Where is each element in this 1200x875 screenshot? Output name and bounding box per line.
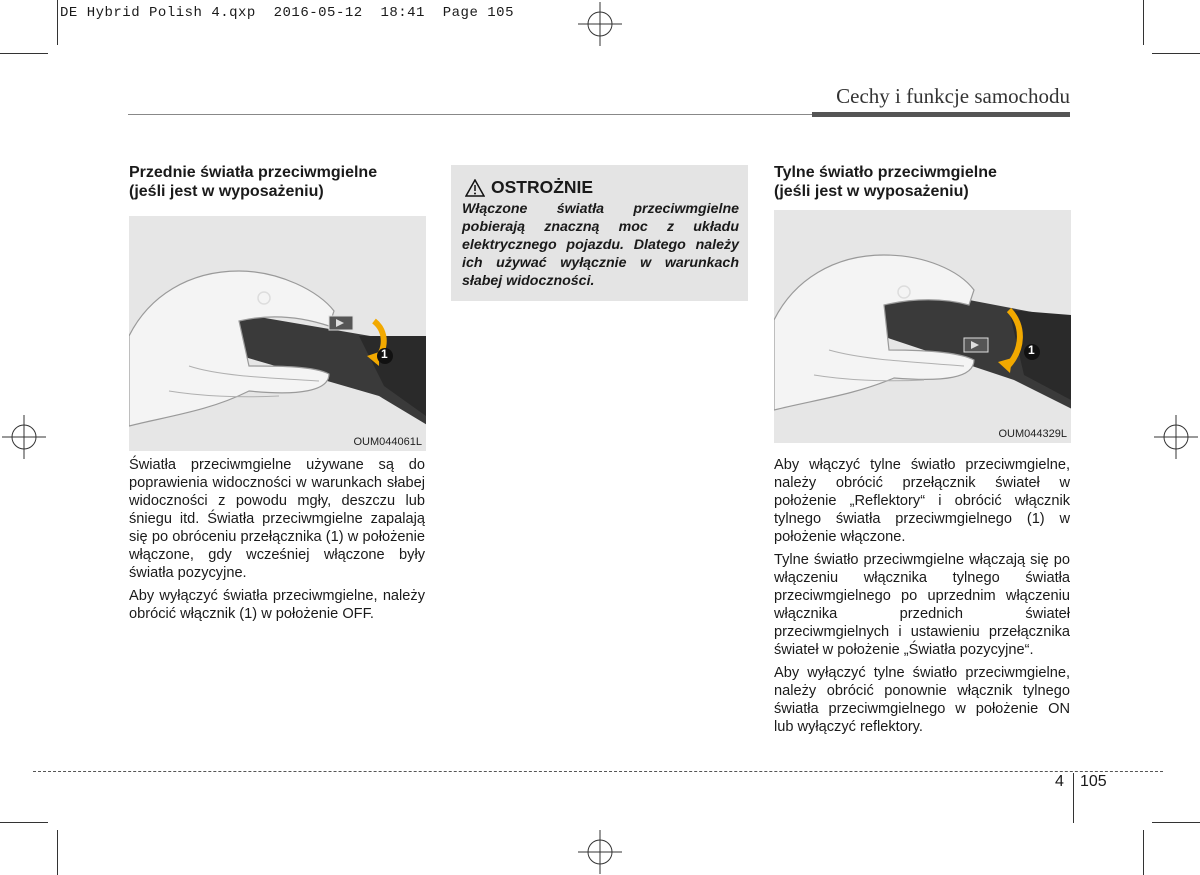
caution-title-row: [465, 177, 593, 198]
right-heading: [774, 163, 1074, 201]
caution-title: OSTROŻNIE: [491, 177, 594, 197]
crop-mark: [1143, 0, 1144, 45]
crop-mark: [1152, 822, 1200, 823]
left-heading-line1: Przednie światła przeciwmgielne: [129, 164, 378, 181]
right-paragraph: Aby wyłączyć tylne światło przeciwmgielne, należy obrócić ponownie włącznik tylnego światła przeciwmgielnego w położenie ON lub wyłączyć reflektory.: [774, 665, 1070, 735]
registration-mark-bottom: [578, 830, 622, 874]
section-title: Cechy i funkcje samochodu: [836, 84, 1070, 108]
page-number: 105: [1080, 773, 1107, 790]
print-slug: DE Hybrid Polish 4.qxp 2016-05-12 18:41 Page 105: [60, 5, 514, 21]
hand-stalk-drawing: [129, 216, 426, 451]
crop-mark: [1152, 53, 1200, 54]
right-paragraph: Aby włączyć tylne światło przeciwmgielne, należy obrócić przełącznik świateł w położenie „Reflektory“ i obrócić włącznik tylnego światła przeciwmgielnego (1) w położenie włączone.: [774, 457, 1070, 545]
caution-text: Włączone światła przeciwmgielne pobierają znaczną moc z układu elektrycznego pojazdu. Dlatego należy ich używać wyłącznie w warunkach słabej widoczności.: [462, 201, 739, 289]
crop-mark: [1143, 830, 1144, 875]
rear-callout-number: 1: [1028, 343, 1035, 357]
crop-mark: [0, 822, 48, 823]
left-body: [129, 456, 425, 628]
right-heading-line2: (jeśli jest w wyposażeniu): [774, 183, 969, 200]
rear-image-code: OUM044329L: [998, 428, 1067, 440]
registration-mark-left: [2, 415, 46, 459]
hand-stalk-drawing: [774, 210, 1071, 443]
right-paragraph: Tylne światło przeciwmgielne włączają się po włączeniu włącznika tylnego światła przeciwmgielnego po uprzednim włączeniu włącznika przednich świateł przeciwmgielnych i ustawieniu przełącznika świateł w położenie „Światła pozycyjne“.: [774, 552, 1070, 658]
crop-mark: [57, 0, 58, 45]
registration-mark-top: [578, 2, 622, 46]
header-rule-accent: [812, 112, 1070, 117]
front-fog-light-illustration: [129, 216, 426, 451]
right-heading-line1: Tylne światło przeciwmgielne: [774, 164, 997, 181]
caution-box: [451, 165, 748, 301]
crop-mark: [0, 53, 48, 54]
right-body: [774, 456, 1070, 741]
left-heading: [129, 163, 429, 201]
warning-triangle-icon: [465, 179, 485, 197]
registration-mark-right: [1154, 415, 1198, 459]
front-callout-number: 1: [381, 347, 388, 361]
front-image-code: OUM044061L: [353, 436, 422, 448]
footer-dotted-rule: [33, 771, 1163, 772]
left-heading-line2: (jeśli jest w wyposażeniu): [129, 183, 324, 200]
page-number-divider: [1073, 773, 1074, 823]
left-paragraph: Światła przeciwmgielne używane są do poprawienia widoczności w warunkach słabej widoczności z powodu mgły, deszczu lub śniegu itd. Światła przeciwmgielne zapalają się po obróceniu przełącznika (1) w położenie włączone, gdy wcześniej włączone były światła pozycyjne.: [129, 457, 425, 581]
crop-mark: [57, 830, 58, 875]
left-paragraph: Aby wyłączyć światła przeciwmgielne, należy obrócić włącznik (1) w położenie OFF.: [129, 588, 425, 622]
chapter-number: 4: [1055, 773, 1064, 790]
rear-fog-light-illustration: [774, 210, 1071, 443]
